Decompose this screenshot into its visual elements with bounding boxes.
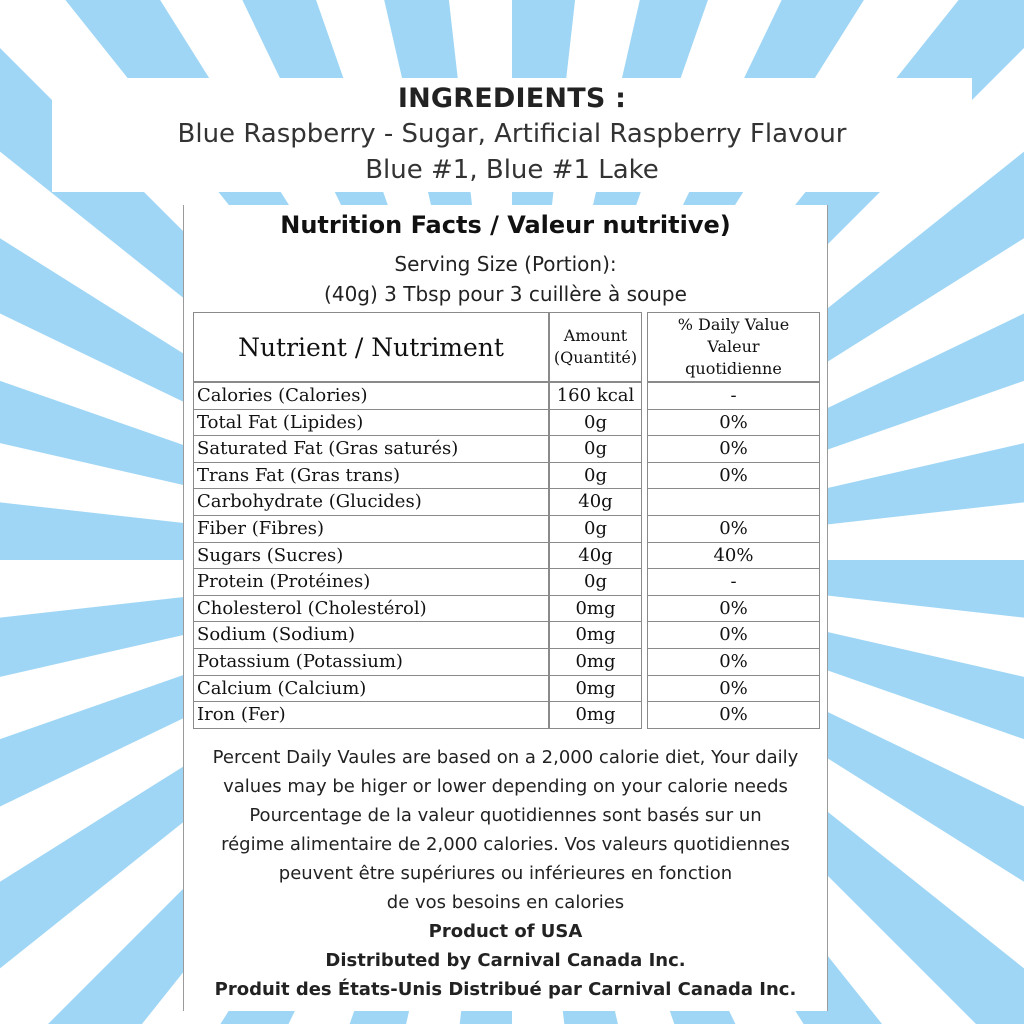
nutrient-amount: 0mg (549, 621, 642, 649)
nutrient-name: Carbohydrate (Glucides) (193, 488, 549, 516)
footnote-line-2: values may be higer or lower depending on your calorie needs (223, 776, 788, 797)
ingredients-line-2: Blue #1, Blue #1 Lake (365, 155, 659, 185)
nutrient-daily-value: 0% (647, 435, 820, 463)
nutrient-daily-value: - (647, 568, 820, 596)
serving-size-label: Serving Size (Portion): (394, 252, 617, 276)
header-amount-line-2: (Quantité) (553, 348, 638, 367)
nutrient-name: Saturated Fat (Gras saturés) (193, 435, 549, 463)
header-dv-line-3: quotidienne (685, 359, 782, 378)
nutrient-daily-value: 0% (647, 675, 820, 703)
footer (184, 743, 827, 1004)
nutrient-daily-value: 0% (647, 701, 820, 729)
nutrient-amount: 40g (549, 488, 642, 516)
product-of: Product of USA (428, 921, 583, 942)
nutrition-title: Nutrition Facts / Valeur nutritive) (280, 211, 731, 239)
nutrient-daily-value: 0% (647, 409, 820, 437)
nutrient-name: Calcium (Calcium) (193, 675, 549, 703)
nutrient-name: Calories (Calories) (193, 382, 549, 410)
nutrient-name: Total Fat (Lipides) (193, 409, 549, 437)
header-nutrient: Nutrient / Nutriment (193, 312, 549, 382)
nutrient-amount: 0g (549, 435, 642, 463)
nutrient-daily-value: - (647, 382, 820, 410)
nutrient-daily-value: 0% (647, 621, 820, 649)
nutrient-name: Cholesterol (Cholestérol) (193, 595, 549, 623)
nutrient-amount: 0g (549, 568, 642, 596)
header-daily-value (647, 312, 820, 382)
ingredients-line-1: Blue Raspberry - Sugar, Artificial Raspberry Flavour (177, 119, 847, 149)
nutrient-amount: 0mg (549, 595, 642, 623)
french-distribution-line: Produit des États-Unis Distribué par Carnival Canada Inc. (214, 979, 797, 1000)
footnote-line-1: Percent Daily Vaules are based on a 2,000 calorie diet, Your daily (212, 747, 799, 768)
header-dv-line-2: Valeur (707, 337, 760, 356)
serving-size-value: (40g) 3 Tbsp pour 3 cuillère à soupe (324, 282, 687, 306)
nutrient-name: Iron (Fer) (193, 701, 549, 729)
distributed-by: Distributed by Carnival Canada Inc. (325, 950, 686, 971)
nutrient-name: Potassium (Potassium) (193, 648, 549, 676)
ingredients-title: INGREDIENTS : (397, 83, 627, 114)
nutrient-amount: 160 kcal (549, 382, 642, 410)
nutrient-amount: 0mg (549, 701, 642, 729)
nutrient-amount: 0g (549, 462, 642, 490)
nutrient-name: Sugars (Sucres) (193, 542, 549, 570)
nutrient-amount: 0mg (549, 648, 642, 676)
ingredients-box (52, 78, 972, 192)
serving-size (184, 249, 827, 309)
footnote-line-3: Pourcentage de la valeur quotidiennes sont basés sur un (249, 805, 762, 826)
nutrient-name: Protein (Protéines) (193, 568, 549, 596)
header-amount (549, 312, 642, 382)
footnote-line-5: peuvent être supériures ou inférieures en fonction (278, 863, 733, 884)
nutrient-name: Fiber (Fibres) (193, 515, 549, 543)
nutrient-daily-value: 0% (647, 515, 820, 543)
nutrition-panel (183, 205, 828, 1011)
nutrient-amount: 0g (549, 409, 642, 437)
nutrient-daily-value: 0% (647, 462, 820, 490)
nutrient-amount: 0mg (549, 675, 642, 703)
nutrient-name: Sodium (Sodium) (193, 621, 549, 649)
nutrient-daily-value (647, 488, 820, 516)
header-dv-line-1: % Daily Value (677, 315, 790, 334)
nutrient-daily-value: 0% (647, 648, 820, 676)
nutrient-daily-value: 0% (647, 595, 820, 623)
footnote-line-6: de vos besoins en calories (386, 892, 625, 913)
header-amount-line-1: Amount (563, 326, 628, 345)
nutrient-amount: 0g (549, 515, 642, 543)
nutrient-name: Trans Fat (Gras trans) (193, 462, 549, 490)
footnote-line-4: régime alimentaire de 2,000 calories. Vos valeurs quotidiennes (221, 834, 790, 855)
nutrient-amount: 40g (549, 542, 642, 570)
nutrient-daily-value: 40% (647, 542, 820, 570)
